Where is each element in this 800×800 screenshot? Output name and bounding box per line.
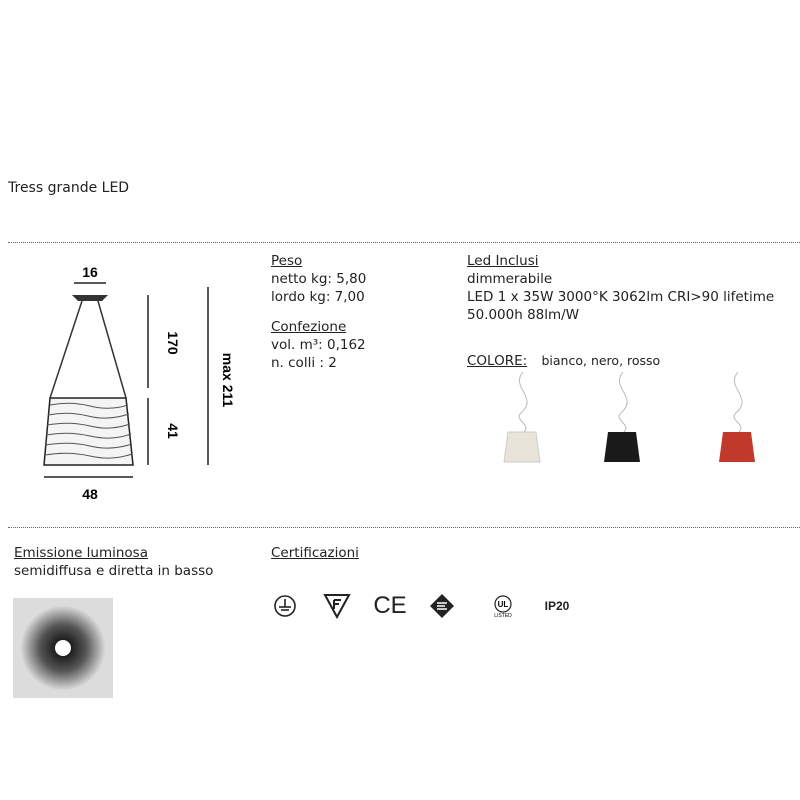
- ce-mark-text: CE: [373, 592, 407, 619]
- confezione-colli: n. colli : 2: [271, 355, 337, 371]
- led-line-3: 50.000h 88lm/W: [467, 307, 580, 323]
- colore-heading: COLORE:: [467, 353, 528, 369]
- f-triangle-mark-icon: [322, 592, 352, 620]
- canopy: [72, 295, 108, 301]
- colore-row: [467, 352, 660, 370]
- dim-upper-label: 170: [165, 331, 181, 355]
- led-line-2: LED 1 x 35W 3000°K 3062lm CRI>90 lifetime: [467, 289, 775, 305]
- divider-top: [8, 242, 800, 243]
- emissione-heading: Emissione luminosa: [14, 545, 148, 561]
- dim-width-label: 48: [82, 486, 98, 502]
- cable-left: [50, 301, 82, 398]
- lamp-shade: [44, 398, 133, 465]
- led-block: [467, 252, 774, 324]
- ip20-rating: IP20: [544, 599, 570, 613]
- dim-lower-label: 41: [165, 423, 181, 439]
- confezione-vol: vol. m³: 0,162: [271, 337, 366, 353]
- enec-mark-icon: [426, 592, 458, 620]
- peso-block: [271, 252, 366, 372]
- ul-mark-text: UL: [497, 600, 509, 609]
- light-emission-diagram: [13, 598, 113, 698]
- color-swatches: [490, 372, 780, 472]
- ce-mark-icon: [372, 592, 408, 620]
- led-heading: Led Inclusi: [467, 253, 539, 269]
- ground-symbol-icon: [272, 592, 298, 620]
- certificazioni-heading: Certificazioni: [271, 545, 359, 561]
- cable-right: [98, 301, 126, 398]
- peso-netto: netto kg: 5,80: [271, 271, 367, 287]
- ul-listed-text: LISTED: [494, 613, 512, 618]
- led-line-1: dimmerabile: [467, 271, 553, 287]
- peso-lordo: lordo kg: 7,00: [271, 289, 365, 305]
- colore-values: bianco, nero, rosso: [541, 353, 661, 368]
- dim-total-label: max 211: [220, 352, 236, 408]
- product-title: Tress grande LED: [8, 180, 130, 196]
- lamp-red: [719, 372, 755, 462]
- confezione-heading: Confezione: [271, 319, 347, 335]
- emissione-text: semidiffusa e diretta in basso: [14, 563, 214, 579]
- lamp-white: [504, 372, 540, 462]
- emissione-block: [14, 544, 213, 580]
- dimension-drawing: [30, 255, 240, 515]
- ul-listed-icon: [486, 592, 520, 620]
- peso-heading: Peso: [271, 253, 303, 269]
- dim-top-label: 16: [82, 264, 98, 280]
- divider-middle: [8, 527, 800, 528]
- lamp-black: [604, 372, 640, 462]
